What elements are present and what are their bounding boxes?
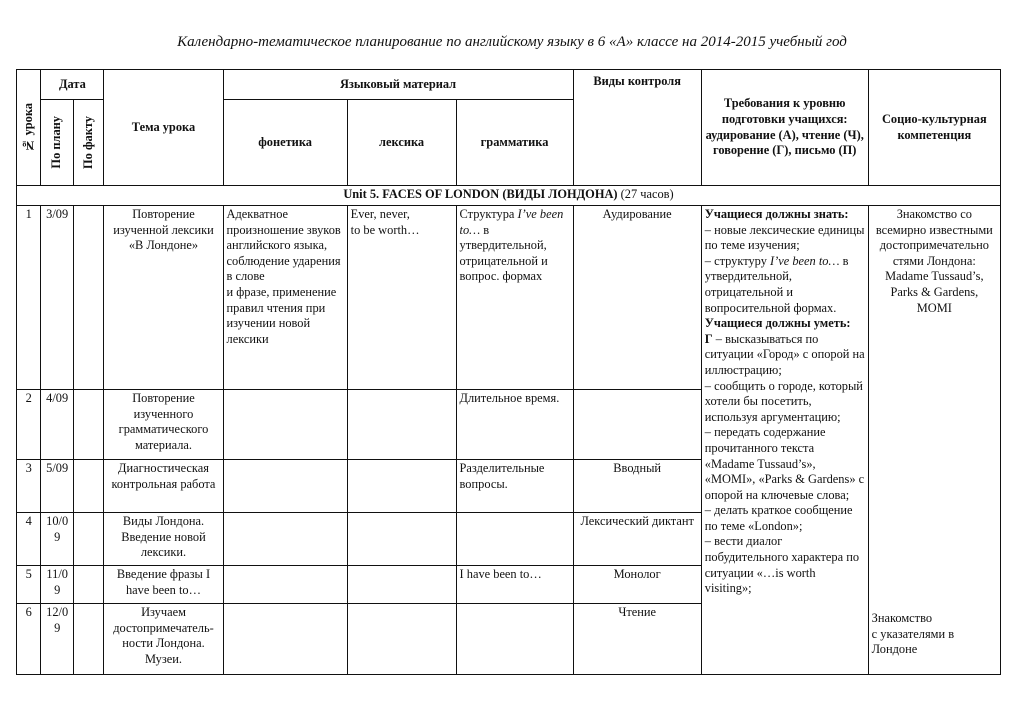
phonetics-cell [223,513,347,566]
grammar-cell: I have been to… [456,566,573,604]
control-cell: Чтение [573,604,701,675]
date-fact [73,513,104,566]
header-requirements: Требования к уровню подготовки учащихся: аудирование (А), чтение (Ч), говорение (Г), письмо (П) [701,70,868,186]
phonetics-cell: Адекватное произношение звуков английского языка, соблюдение ударения в слове и фразе, применение правил чтения при изучении новой лексики [223,206,347,390]
unit-row: Unit 5. FACES OF LONDON (ВИДЫ ЛОНДОНА) (27 часов) [17,186,1001,206]
culture-bottom: Знакомство с указателями в Лондоне [871,611,955,657]
header-topic: Тема урока [104,70,223,186]
lesson-no: 5 [17,566,41,604]
control-cell: Монолог [573,566,701,604]
lesson-topic: Повторение изученного грамматического материала. [104,390,223,460]
date-fact [73,460,104,513]
grammar-cell: Структура I’ve been to… в утвердительной, отрицательной и вопрос. формах [456,206,573,390]
grammar-cell: Разделительные вопросы. [456,460,573,513]
header-lesson-no: № урока [17,70,41,186]
date-plan: 5/09 [41,460,74,513]
header-phonetics: фонетика [223,100,347,186]
table-row [17,206,1001,390]
lesson-topic: Изучаем достопримечатель-ности Лондона. Музеи. [104,604,223,675]
date-plan: 10/0 9 [41,513,74,566]
culture-top: Знакомство со всемирно известными достопримечательно стями Лондона: Madame Tussaud’s, Parks & Gardens, MOMI [875,207,993,315]
control-cell: Лексический диктант [573,513,701,566]
date-plan: 11/0 9 [41,566,74,604]
page-title: Календарно-тематическое планирование по английскому языку в 6 «А» классе на 2014-2015 учебный год [177,34,847,50]
date-fact [73,390,104,460]
phonetics-cell [223,604,347,675]
date-fact [73,206,104,390]
lexis-cell [347,513,456,566]
header-date: Дата [41,70,104,100]
requirements-cell: Учащиеся должны знать: – новые лексические единицы по теме изучения; – структуру I’ve been to… в утвердительной, отрицательной и вопросительной формах. Учащиеся должны уметь: Г – высказываться по ситуации «Город» с опорой на иллюстрацию; – сообщить о городе, который хотели бы посетить, используя аргументацию; – передать содержание прочитанного текста «Madame Tussaud’s», «MOMI», «Parks & Gardens» с опорой на ключевые слова; – делать краткое сообщение по теме «London»; – вести диалог побудительного характера по ситуации «…is worth visiting»; [701,206,868,675]
date-fact [73,604,104,675]
header-grammar: грамматика [456,100,573,186]
control-cell [573,390,701,460]
header-lexis: лексика [347,100,456,186]
control-cell: Вводный [573,460,701,513]
date-plan: 12/0 9 [41,604,74,675]
lexis-cell [347,390,456,460]
lesson-no: 4 [17,513,41,566]
lesson-no: 2 [17,390,41,460]
grammar-cell [456,513,573,566]
header-by-fact: По факту [73,100,104,186]
phonetics-cell [223,390,347,460]
header-culture: Социо-культурная компетенция [868,70,1000,186]
header-by-plan: По плану [41,100,74,186]
grammar-cell [456,604,573,675]
lesson-topic: Введение фразы I have been to… [104,566,223,604]
header-control: Виды контроля [573,70,701,186]
lesson-no: 6 [17,604,41,675]
lesson-topic: Повторение изученной лексики «В Лондоне» [104,206,223,390]
date-fact [73,566,104,604]
grammar-cell: Длительное время. [456,390,573,460]
lexis-cell [347,604,456,675]
control-cell: Аудирование [573,206,701,390]
header-lang-material: Языковый материал [223,70,573,100]
phonetics-cell [223,566,347,604]
culture-cell [868,206,1000,675]
date-plan: 4/09 [41,390,74,460]
phonetics-cell [223,460,347,513]
lesson-no: 3 [17,460,41,513]
lesson-topic: Диагностическая контрольная работа [104,460,223,513]
lesson-topic: Виды Лондона. Введение новой лексики. [104,513,223,566]
lexis-cell [347,566,456,604]
plan-table [16,69,1001,675]
date-plan: 3/09 [41,206,74,390]
lexis-cell [347,460,456,513]
lexis-cell: Ever, never, to be worth… [347,206,456,390]
lesson-no: 1 [17,206,41,390]
